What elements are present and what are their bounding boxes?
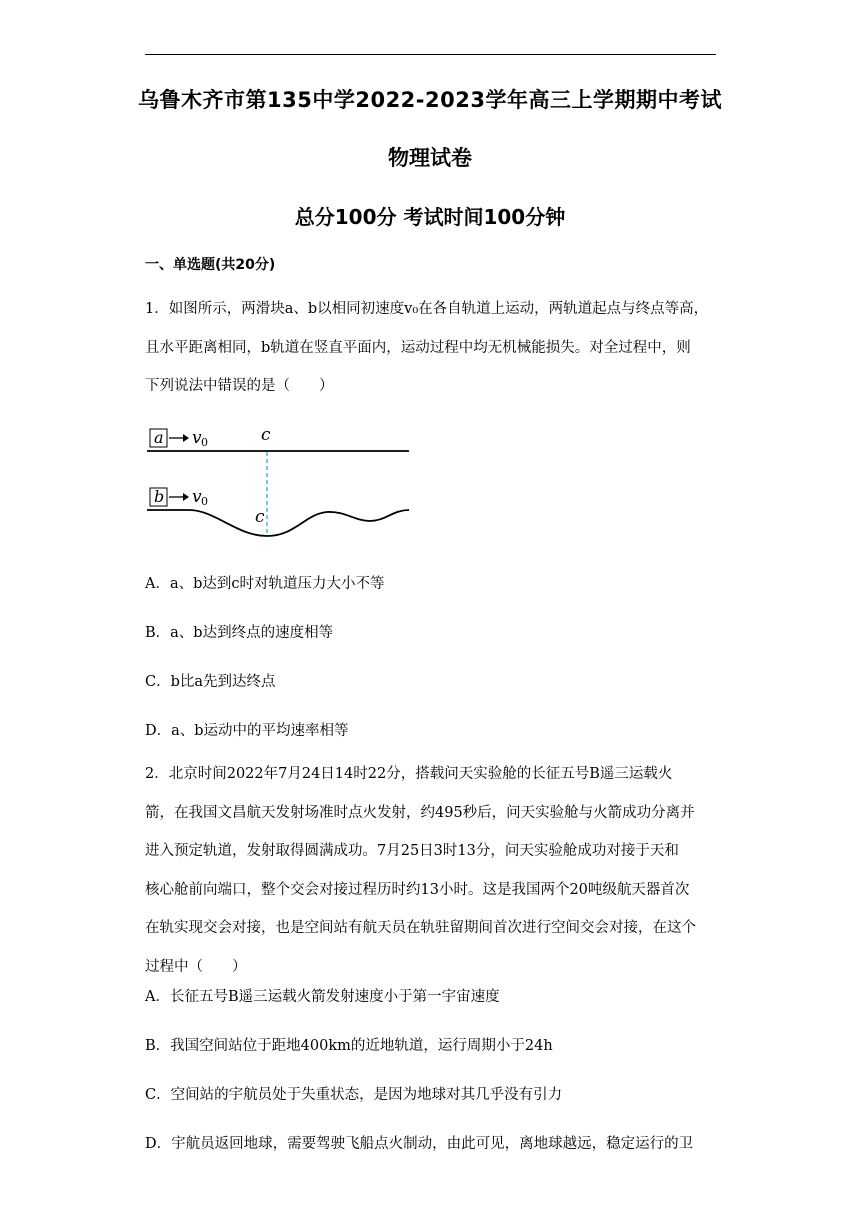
arrow-b-head: [183, 493, 189, 501]
question-2-line: 2．北京时间2022年7月24日14时22分，搭载问天实验舱的长征五号B遥三运载火: [145, 766, 673, 782]
velocity-b-symbol: v: [192, 487, 202, 507]
arrow-a-head: [183, 434, 189, 442]
question-1-line: 1．如图所示，两滑块a、b以相同初速度v₀在各自轨道上运动，两轨道起点与终点等高，: [145, 301, 709, 317]
question-2-option-c: C．空间站的宇航员处于失重状态，是因为地球对其几乎没有引力: [145, 1087, 563, 1103]
point-c-top: c: [261, 425, 271, 445]
label-a: a: [154, 428, 164, 447]
track-diagram: [145, 418, 415, 543]
exam-subject-title: 物理试卷: [388, 146, 472, 170]
question-1-option-d: D．a、b运动中的平均速率相等: [145, 723, 349, 739]
question-1-line: 且水平距离相同，b轨道在竖直平面内，运动过程中均无机械能损失。对全过程中，则: [145, 339, 691, 356]
question-2-line: 箭，在我国文昌航天发射场准时点火发射，约495秒后，问天实验舱与火箭成功分离并: [145, 804, 695, 821]
question-2-stem: [145, 755, 720, 986]
velocity-a-symbol: v: [192, 428, 202, 448]
velocity-b-subscript: 0: [201, 495, 208, 508]
question-2-line: 在轨实现交会对接，也是空间站有航天员在轨驻留期间首次进行空间交会对接，在这个: [145, 920, 696, 936]
point-c-bottom: c: [255, 507, 265, 527]
question-1-option-a: A．a、b达到c时对轨道压力大小不等: [145, 576, 385, 592]
question-1-line: 下列说法中错误的是（ ）: [145, 378, 334, 394]
question-2-option-b: B．我国空间站位于距地400km的近地轨道，运行周期小于24h: [145, 1038, 553, 1054]
question-2-line: 进入预定轨道，发射取得圆满成功。7月25日3时13分，问天实验舱成功对接于天和: [145, 843, 679, 859]
question-1-stem: [145, 290, 720, 406]
exam-title: 乌鲁木齐市第135中学2022-2023学年高三上学期期中考试: [138, 88, 722, 112]
exam-info: 总分100分 考试时间100分钟: [294, 205, 566, 229]
question-2-option-a: A．长征五号B遥三运载火箭发射速度小于第一宇宙速度: [145, 989, 500, 1005]
header-rule: [145, 54, 716, 55]
section-heading: 一、单选题(共20分): [145, 257, 276, 273]
question-1-option-b: B．a、b达到终点的速度相等: [145, 625, 334, 641]
question-1-option-c: C．b比a先到达终点: [145, 674, 276, 690]
question-2-line: 过程中（ ）: [145, 958, 247, 975]
question-2-option-d: D．宇航员返回地球，需要驾驶飞船点火制动，由此可见，离地球越远，稳定运行的卫: [145, 1136, 694, 1152]
velocity-a-subscript: 0: [201, 436, 208, 449]
track-b: [147, 510, 409, 536]
label-b: b: [154, 487, 165, 506]
question-2-line: 核心舱前向端口，整个交会对接过程历时约13小时。这是我国两个20吨级航天器首次: [145, 881, 690, 898]
